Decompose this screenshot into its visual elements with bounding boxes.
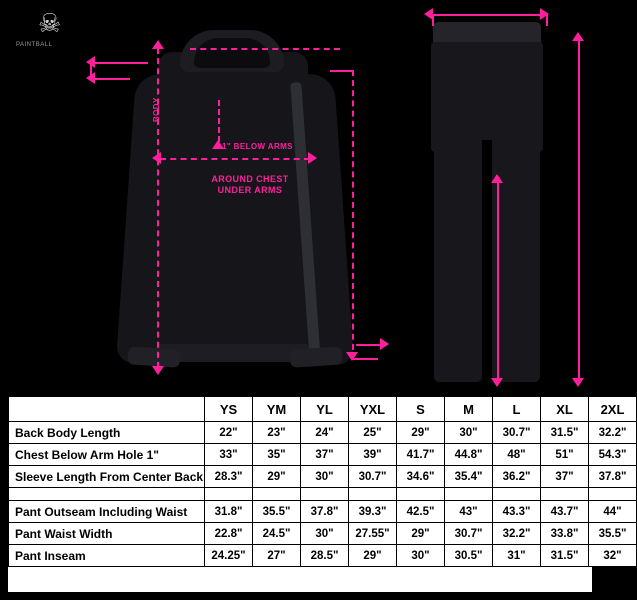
pant-waist-right-tick bbox=[546, 14, 548, 26]
brand-logo-text: PAINTBALL bbox=[16, 42, 53, 48]
cell: 48" bbox=[493, 444, 541, 466]
pant-inseam-line bbox=[497, 182, 499, 380]
cell: 28.3" bbox=[205, 466, 253, 488]
spacer-cell bbox=[9, 488, 205, 501]
cell: 33.8" bbox=[541, 523, 589, 545]
sleeve-measure-second-line bbox=[90, 78, 130, 80]
cell: 29" bbox=[253, 466, 301, 488]
cell: 27.55" bbox=[349, 523, 397, 545]
sleeve-measure-top-line bbox=[90, 62, 148, 64]
pant-inseam-arrow-down bbox=[491, 378, 503, 387]
pant-outseam-arrow-down bbox=[572, 378, 584, 387]
cell: 28.5" bbox=[301, 545, 349, 567]
jacket-hem bbox=[158, 344, 308, 362]
cell: 35.5" bbox=[253, 501, 301, 523]
sleeve-length-line bbox=[352, 70, 354, 360]
cell: 41.7" bbox=[397, 444, 445, 466]
cell: 29" bbox=[397, 422, 445, 444]
cell: 35.5" bbox=[589, 523, 637, 545]
row-label-pant-inseam: Pant Inseam bbox=[9, 545, 205, 567]
cell: 30.7" bbox=[493, 422, 541, 444]
row-label-sleeve-length: Sleeve Length From Center Back bbox=[9, 466, 205, 488]
cell: 22.8" bbox=[205, 523, 253, 545]
pant-outseam-line bbox=[578, 40, 580, 380]
header-size-yl: YL bbox=[301, 397, 349, 422]
cell: 34.6" bbox=[397, 466, 445, 488]
cell: 37.8" bbox=[589, 466, 637, 488]
header-size-l: L bbox=[493, 397, 541, 422]
jacket-body bbox=[158, 52, 308, 362]
header-blank-cell bbox=[9, 397, 205, 422]
cell: 30.7" bbox=[445, 523, 493, 545]
cell: 43.3" bbox=[493, 501, 541, 523]
pant-waist-width-line bbox=[432, 14, 542, 16]
table-row bbox=[9, 444, 637, 466]
skull-icon: ☠ bbox=[38, 8, 62, 38]
header-size-2xl: 2XL bbox=[589, 397, 637, 422]
cell: 43.7" bbox=[541, 501, 589, 523]
cuff-arrow-right bbox=[380, 338, 389, 350]
table-row bbox=[9, 422, 637, 444]
cell: 31.5" bbox=[541, 545, 589, 567]
cell: 44.8" bbox=[445, 444, 493, 466]
spacer-cell bbox=[493, 488, 541, 501]
spacer-cell bbox=[589, 488, 637, 501]
shoulder-guide-line bbox=[190, 48, 340, 50]
cell: 35.4" bbox=[445, 466, 493, 488]
armhole-guide-line bbox=[218, 100, 220, 142]
pant-inseam-arrow-up bbox=[491, 174, 503, 183]
table-row bbox=[9, 466, 637, 488]
spacer-cell bbox=[445, 488, 493, 501]
cell: 24.5" bbox=[253, 523, 301, 545]
cell: 30" bbox=[301, 523, 349, 545]
pants-crotch-gap bbox=[482, 140, 492, 200]
pant-waist-left-tick bbox=[432, 14, 434, 26]
size-chart-table-wrap bbox=[8, 396, 627, 592]
cell: 23" bbox=[253, 422, 301, 444]
around-chest-label: AROUND CHEST bbox=[211, 174, 289, 184]
cell: 35" bbox=[253, 444, 301, 466]
cell: 25" bbox=[349, 422, 397, 444]
cell: 27" bbox=[253, 545, 301, 567]
cell: 32.2" bbox=[589, 422, 637, 444]
pants-waistband bbox=[433, 22, 541, 44]
jacket-collar-inner bbox=[194, 38, 270, 68]
cell: 51" bbox=[541, 444, 589, 466]
table-row bbox=[9, 545, 637, 567]
sleeve-measure-arrow-left-2 bbox=[86, 72, 95, 84]
cell: 32" bbox=[589, 545, 637, 567]
back-body-length-arrow-down bbox=[152, 366, 164, 375]
header-size-yxl: YXL bbox=[349, 397, 397, 422]
cell: 37.8" bbox=[301, 501, 349, 523]
cell: 31.5" bbox=[541, 422, 589, 444]
cell: 44" bbox=[589, 501, 637, 523]
size-chart-table bbox=[8, 396, 637, 567]
cell: 36.2" bbox=[493, 466, 541, 488]
jacket-left-cuff bbox=[127, 346, 180, 368]
row-label-pant-waist-width: Pant Waist Width bbox=[9, 523, 205, 545]
cell: 30.5" bbox=[445, 545, 493, 567]
jacket-right-cuff bbox=[289, 346, 342, 368]
pants-hip-section bbox=[431, 42, 543, 152]
pants-illustration bbox=[420, 22, 555, 387]
cell: 43" bbox=[445, 501, 493, 523]
pant-outseam-arrow-up bbox=[572, 32, 584, 41]
spacer-cell bbox=[541, 488, 589, 501]
chest-measure-line bbox=[160, 158, 310, 160]
spacer-cell bbox=[349, 488, 397, 501]
header-size-ym: YM bbox=[253, 397, 301, 422]
cell: 30" bbox=[301, 466, 349, 488]
chest-measure-arrow-right bbox=[308, 152, 317, 164]
cell: 37" bbox=[541, 466, 589, 488]
below-arms-label: 1" BELOW ARMS bbox=[222, 142, 293, 151]
sleeve-length-arrow-down bbox=[346, 352, 358, 361]
table-row bbox=[9, 501, 637, 523]
pants-left-leg bbox=[434, 142, 482, 382]
header-size-m: M bbox=[445, 397, 493, 422]
body-label: BODY bbox=[152, 97, 161, 122]
cell: 31" bbox=[493, 545, 541, 567]
cell: 39.3" bbox=[349, 501, 397, 523]
cell: 30" bbox=[445, 422, 493, 444]
table-row bbox=[9, 523, 637, 545]
cell: 30.7" bbox=[349, 466, 397, 488]
row-label-chest-below-arm-hole: Chest Below Arm Hole 1" bbox=[9, 444, 205, 466]
cuff-tick-line bbox=[356, 344, 382, 346]
row-label-pant-outseam: Pant Outseam Including Waist bbox=[9, 501, 205, 523]
header-size-ys: YS bbox=[205, 397, 253, 422]
cell: 33" bbox=[205, 444, 253, 466]
spacer-cell bbox=[301, 488, 349, 501]
cell: 54.3" bbox=[589, 444, 637, 466]
under-arms-label: UNDER ARMS bbox=[217, 185, 283, 195]
cell: 24" bbox=[301, 422, 349, 444]
cell: 42.5" bbox=[397, 501, 445, 523]
spacer-cell bbox=[253, 488, 301, 501]
chest-measure-arrow-left bbox=[152, 152, 161, 164]
cell: 39" bbox=[349, 444, 397, 466]
brand-logo bbox=[14, 10, 100, 56]
table-header-row bbox=[9, 397, 637, 422]
header-size-s: S bbox=[397, 397, 445, 422]
sleeve-length-top-tick bbox=[330, 70, 354, 72]
cell: 29" bbox=[349, 545, 397, 567]
row-label-back-body-length: Back Body Length bbox=[9, 422, 205, 444]
spacer-cell bbox=[397, 488, 445, 501]
cell: 31.8" bbox=[205, 501, 253, 523]
back-body-length-line bbox=[157, 48, 159, 368]
back-body-length-arrow-up bbox=[152, 40, 164, 49]
spacer-cell bbox=[205, 488, 253, 501]
cell: 29" bbox=[397, 523, 445, 545]
cell: 24.25" bbox=[205, 545, 253, 567]
header-size-xl: XL bbox=[541, 397, 589, 422]
cell: 32.2" bbox=[493, 523, 541, 545]
table-spacer-row bbox=[9, 488, 637, 501]
cell: 22" bbox=[205, 422, 253, 444]
cell: 37" bbox=[301, 444, 349, 466]
cell: 30" bbox=[397, 545, 445, 567]
